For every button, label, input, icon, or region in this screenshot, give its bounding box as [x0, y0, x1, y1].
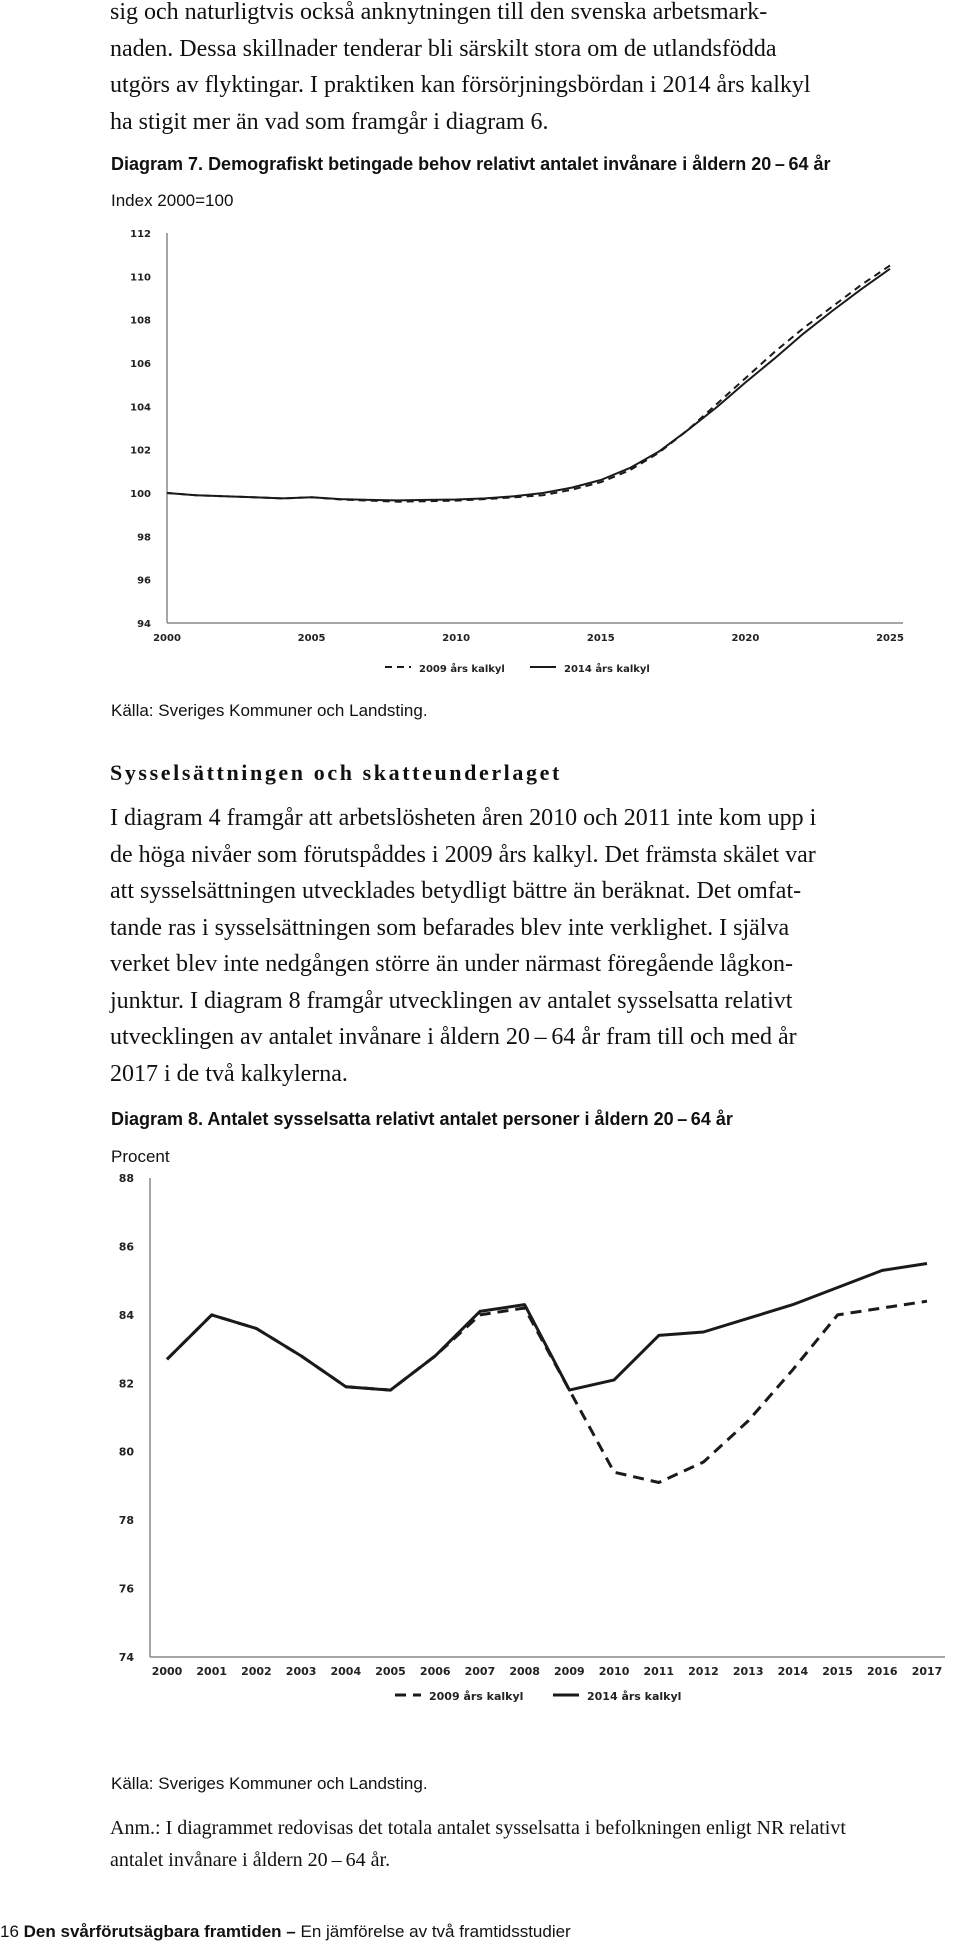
x-tick-label: 2003: [285, 1665, 317, 1678]
y-tick-label: 102: [130, 445, 151, 457]
x-tick-label: 2005: [297, 633, 326, 644]
x-tick-label: 2012: [688, 1665, 719, 1678]
series-line-2014: [167, 1264, 927, 1391]
section-line: att sysselsättningen utvecklades betydligt bättre än beräknat. Det omfat-: [110, 878, 802, 904]
intro-line: ha stigit mer än vad som framgår i diagram 6.: [110, 108, 549, 135]
y-tick-label: 88: [118, 1172, 134, 1185]
diagram7-source: Källa: Sveriges Kommuner och Landsting.: [111, 701, 428, 720]
page-footer: [0, 1922, 571, 1942]
intro-line: sig och naturligtvis också anknytningen till den svenska arbetsmark-: [110, 0, 768, 25]
diagram7-unit: Index 2000=100: [111, 191, 234, 210]
x-tick-label: 2020: [731, 633, 760, 644]
x-tick-label: 2015: [822, 1665, 853, 1678]
section-line: I diagram 4 framgår att arbetslösheten åren 2010 och 2011 inte kom upp i: [110, 805, 817, 831]
intro-line: utgörs av flyktingar. I praktiken kan försörjningsbördan i 2014 års kalkyl: [110, 72, 811, 98]
series-line-2014: [167, 269, 890, 501]
legend-label: 2014 års kalkyl: [587, 1690, 682, 1703]
diagram8-note: [110, 1812, 945, 1876]
y-tick-label: 98: [137, 532, 151, 544]
section-line: verket blev inte nedgången större än under närmast föregående lågkon-: [110, 951, 794, 977]
note-line: [110, 1812, 945, 1844]
y-tick-label: 100: [130, 489, 151, 500]
series-line-2009: [167, 1301, 927, 1482]
legend-label: 2014 års kalkyl: [564, 664, 650, 675]
y-tick-label: 104: [130, 402, 151, 414]
section-line: de höga nivåer som förutspåddes i 2009 års kalkyl. Det främsta skälet var: [110, 841, 816, 868]
y-tick-label: 112: [130, 229, 151, 240]
section-heading: Sysselsättningen och skatteunderlaget: [110, 760, 562, 785]
x-tick-label: 2000: [153, 633, 181, 644]
footer-subtitle: En jämförelse av två framtidsstudier: [300, 1922, 571, 1941]
section-line: junktur. I diagram 8 framgår utvecklingen av antalet sysselsatta relativt: [110, 987, 793, 1014]
x-tick-label: 2013: [732, 1665, 764, 1678]
x-tick-label: 2008: [509, 1665, 540, 1678]
note-line: antalet invånare i åldern 20 – 64 år.: [110, 1849, 391, 1871]
y-tick-label: 76: [118, 1582, 134, 1596]
y-tick-label: 78: [118, 1514, 134, 1528]
x-tick-label: 2015: [586, 633, 615, 644]
y-tick-label: 74: [118, 1651, 134, 1664]
section-line: utvecklingen av antalet invånare i åldern 20 – 64 år fram till och med år: [110, 1024, 797, 1050]
y-tick-label: 108: [130, 315, 151, 327]
x-tick-label: 2011: [643, 1665, 675, 1678]
diagram8-chart: [0, 1172, 960, 1738]
x-tick-label: 2017: [911, 1665, 943, 1678]
x-tick-label: 2001: [196, 1665, 228, 1678]
page-number: 16: [0, 1922, 19, 1941]
x-tick-label: 2014: [777, 1665, 809, 1678]
diagram8-label: Diagram 8.: [111, 1109, 204, 1129]
legend-label: 2009 års kalkyl: [419, 664, 505, 675]
legend-label: 2009 års kalkyl: [429, 1690, 524, 1703]
x-tick-label: 2007: [464, 1665, 496, 1678]
x-tick-label: 2000: [151, 1665, 183, 1678]
note-text: I diagrammet redovisas det totala antalet sysselsatta i befolkningen enligt NR relativt: [165, 1817, 846, 1839]
y-tick-label: 86: [118, 1240, 134, 1254]
y-tick-label: 82: [118, 1377, 134, 1391]
x-tick-label: 2006: [419, 1665, 451, 1678]
diagram7-title: [111, 154, 831, 175]
y-tick-label: 80: [118, 1445, 134, 1459]
x-tick-label: 2004: [330, 1665, 362, 1678]
section-line: 2017 i de två kalkylerna.: [110, 1060, 348, 1087]
diagram7-chart: [0, 220, 960, 690]
y-tick-label: 106: [130, 359, 151, 370]
section-line: tande ras i sysselsättningen som befarades blev inte verklighet. I själva: [110, 914, 790, 941]
x-tick-label: 2009: [554, 1665, 585, 1678]
diagram8-title: [111, 1109, 733, 1130]
diagram7-label: Diagram 7.: [111, 154, 204, 174]
diagram7-title-text: Demografiskt betingade behov relativt antalet invånare i åldern 20 – 64 år: [208, 154, 831, 174]
x-tick-label: 2016: [866, 1665, 898, 1678]
x-tick-label: 2010: [598, 1665, 630, 1678]
x-tick-label: 2010: [442, 633, 471, 644]
section-paragraph: [110, 800, 945, 1092]
x-tick-label: 2025: [876, 633, 904, 644]
y-tick-label: 96: [137, 575, 151, 587]
y-tick-label: 94: [137, 619, 151, 630]
series-line-2009: [167, 266, 890, 502]
intro-paragraph: [110, 0, 945, 140]
y-tick-label: 110: [130, 272, 151, 284]
x-tick-label: 2005: [375, 1665, 406, 1678]
diagram8-source: Källa: Sveriges Kommuner och Landsting.: [111, 1774, 428, 1793]
footer-title: Den svårförutsägbara framtiden: [23, 1922, 282, 1941]
footer-separator: –: [286, 1922, 296, 1941]
intro-line: naden. Dessa skillnader tenderar bli särskilt stora om de utlandsfödda: [110, 35, 777, 62]
diagram8-title-text: Antalet sysselsatta relativt antalet personer i åldern 20 – 64 år: [207, 1109, 733, 1129]
note-label: Anm.:: [110, 1817, 161, 1839]
diagram8-unit: Procent: [111, 1147, 170, 1166]
x-tick-label: 2002: [241, 1665, 272, 1678]
y-tick-label: 84: [118, 1308, 134, 1322]
